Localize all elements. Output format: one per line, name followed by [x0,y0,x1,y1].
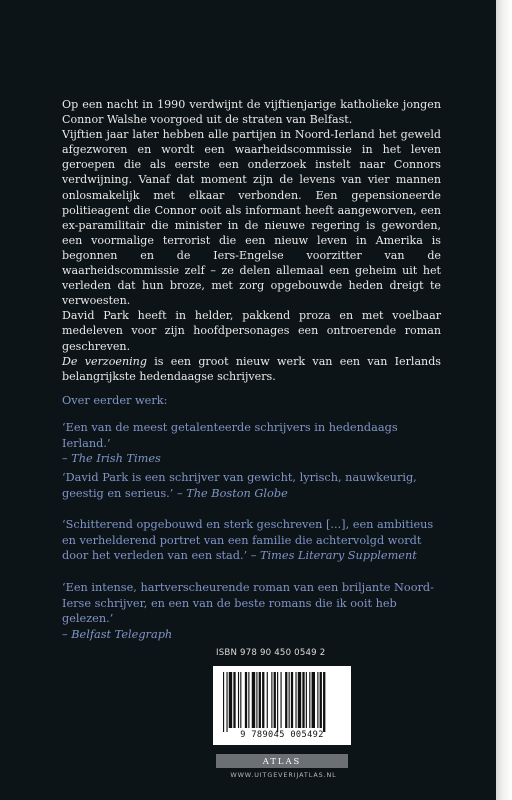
barcode-digits: 9 789045 005492 [240,730,324,740]
barcode-bar [223,672,224,732]
barcode-bar [281,672,282,728]
barcode-bar [298,672,301,728]
blurb-paragraph-4-rest: is een groot nieuw werk van een van Ierlands belangrijkste hedendaagse schrijvers. [62,354,441,383]
barcode-bar [274,672,276,728]
quote-source: – The Boston Globe [176,486,288,500]
barcode-bar [295,672,296,728]
barcode-bar [306,672,307,728]
blurb-paragraph-1: Op een nacht in 1990 verdwijnt de vijftienjarige katholieke jongen Connor Walshe voorgoed uit de straten van Belfast. [62,98,441,127]
barcode-bar [256,672,257,728]
review-quote [62,580,448,642]
quote-text: ‘Schitterend opgebouwd en sterk geschreven [...], een ambitieus en verhelderend portret van een familie die achtervolgd wordt door het verleden van een stad.’ [62,518,434,563]
quote-text: ‘David Park is een schrijver van gewicht, lyrisch, nauwkeurig, geestig en serieus.’ [62,471,417,500]
quote-text: ‘Een intense, hartverscheurende roman van een briljante Noord-Ierse schrijver, en een van de beste romans die ik ooit heb gelezen.’ [62,581,434,626]
barcode-bar [289,672,290,728]
quote-source: – Times Literary Supplement [250,549,417,563]
isbn-number: ISBN 978 90 450 0549 2 [216,648,326,658]
review-quote [62,420,448,467]
page-edge [496,0,512,800]
earlier-work-heading: Over eerder werk: [62,394,168,407]
barcode-bar [238,672,239,728]
barcode-bar [302,672,304,728]
blurb-text [62,97,441,384]
quote-text: ‘Een van de meest getalenteerde schrijvers in hedendaags Ierland.’ [62,421,398,450]
barcode-bar [259,672,261,728]
barcode-bar [271,672,272,728]
quote-source: – The Irish Times [62,452,161,466]
blurb-paragraph-4 [62,354,441,384]
publisher-logo: ATLAS [216,754,348,768]
barcode-bar [312,672,315,728]
review-quote [62,470,448,501]
barcode-bar [309,672,310,728]
barcode-bar [317,672,318,728]
review-quote [62,517,448,564]
barcode-bar [240,672,241,728]
blurb-paragraph-3: David Park heeft in helder, pakkend proza en met voelbaar medeleven voor zijn hoofdpersonages een ontroerende roman geschreven. [62,309,441,353]
barcode-bar [233,672,235,728]
publisher-url: WWW.UITGEVERIJATLAS.NL [230,771,337,779]
barcode-bar [323,672,325,732]
barcode-bar [229,672,232,728]
barcode-bar [291,672,293,728]
book-title: De verzoening [62,354,147,368]
barcode [213,666,351,745]
blurb-paragraph-2: Vijftien jaar later hebben alle partijen in Noord-Ierland het geweld afgezworen en wordt een waarheidscommissie in het leven geroepen die als eerste een onderzoek instelt naar Connors verdwijning. Vanaf dat moment zijn de levens van vier mannen onlosmakelijk met elkaar verbonden. Een gepensioneerde politieagent die Connor ooit als informant heeft aangeworven, een ex-paramilitair die minister in de nieuwe regering is geworden, een voormalige terrorist die een nieuw leven in Amerika is begonnen en de Iers-Engelse voorzitter van de waarheidscommissie zelf – ze delen allemaal een geheim uit het verleden dat hun broze, met zorg opgebouwde heden dreigt te verwoesten. [62,128,441,308]
barcode-bar [262,672,264,728]
barcode-bar [252,672,255,728]
barcode-bar [277,672,278,732]
barcode-bar [248,672,249,728]
barcode-bar [226,672,227,732]
barcode-bar [245,672,247,728]
barcode-bar [320,672,322,728]
quote-source: – Belfast Telegraph [62,627,173,641]
barcode-bar [285,672,287,728]
barcode-bar [267,672,268,728]
